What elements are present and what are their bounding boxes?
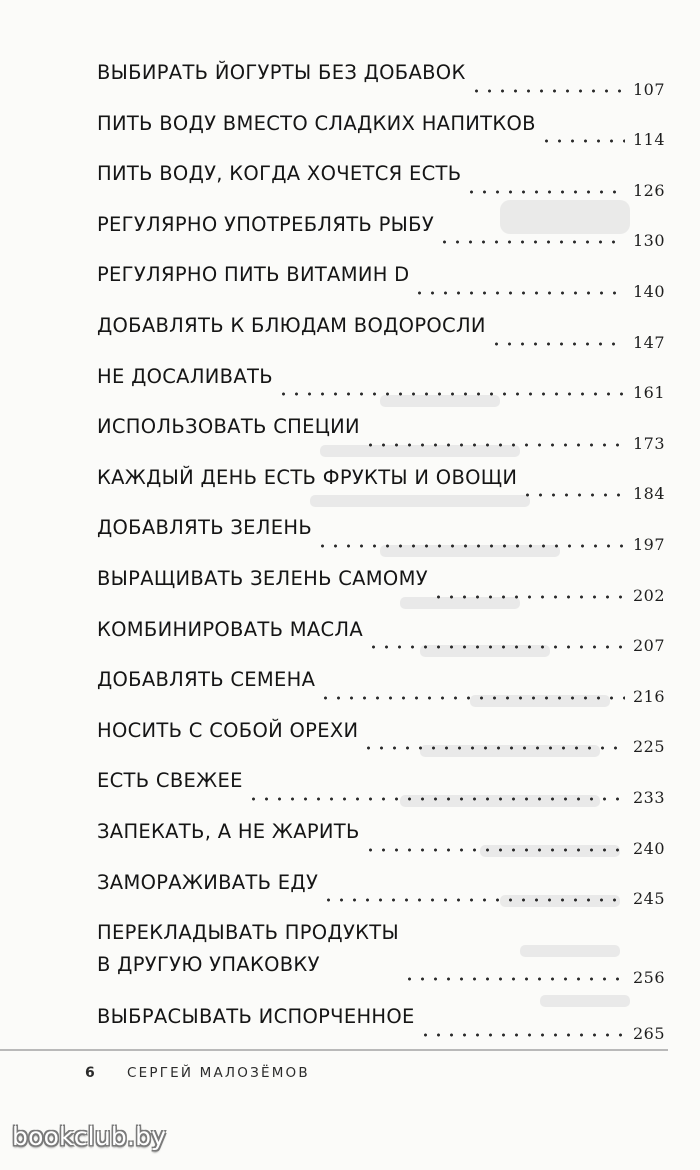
toc-entry-page-number: 202 (632, 585, 665, 605)
toc-entry-page-number: 240 (632, 838, 665, 858)
toc-entry (97, 360, 665, 411)
dot-leader (362, 746, 625, 750)
dot-leader (367, 645, 625, 649)
toc-entry-page-number: 184 (632, 484, 665, 504)
dot-leader (521, 493, 625, 497)
toc-entry-title: ПЕРЕКЛАДЫВАТЬ ПРОДУКТЫ В ДРУГУЮ УПАКОВКУ (97, 916, 399, 981)
toc-entry (97, 1000, 665, 1051)
toc-entry-title: ИСПОЛЬЗОВАТЬ СПЕЦИИ (97, 410, 360, 443)
toc-entry (97, 107, 665, 158)
toc-entry (97, 511, 665, 562)
page-footer (85, 1065, 310, 1081)
toc-entry-page-number: 197 (632, 534, 665, 554)
toc-entry-title: КАЖДЫЙ ДЕНЬ ЕСТЬ ФРУКТЫ И ОВОЩИ (97, 461, 517, 494)
toc-entry-page-number: 147 (632, 332, 665, 352)
toc-entry-title: КОМБИНИРОВАТЬ МАСЛА (97, 613, 363, 646)
dot-leader (364, 848, 625, 852)
table-of-contents (97, 56, 665, 1051)
toc-entry-title: ЗАПЕКАТЬ, А НЕ ЖАРИТЬ (97, 815, 360, 848)
toc-entry-page-number: 233 (632, 787, 665, 807)
toc-entry-page-number: 140 (632, 281, 665, 301)
toc-entry (97, 157, 665, 208)
toc-entry (97, 208, 665, 259)
dot-leader (465, 190, 625, 194)
toc-entry (97, 916, 665, 1000)
toc-entry-page-number: 173 (632, 433, 665, 453)
toc-entry-page-number: 107 (632, 79, 665, 99)
dot-leader (403, 977, 625, 981)
toc-entry (97, 764, 665, 815)
toc-entry-title: ВЫРАЩИВАТЬ ЗЕЛЕНЬ САМОМУ (97, 562, 428, 595)
page-number: 6 (85, 1065, 95, 1081)
toc-entry-page-number: 207 (632, 636, 665, 656)
toc-entry (97, 714, 665, 765)
toc-entry (97, 410, 665, 461)
toc-entry-page-number: 130 (632, 231, 665, 251)
site-watermark: bookclub.by (12, 1122, 167, 1151)
dot-leader (322, 898, 625, 902)
dot-leader (432, 595, 625, 599)
toc-entry (97, 56, 665, 107)
toc-entry (97, 258, 665, 309)
dot-leader (364, 443, 625, 447)
dot-leader (277, 392, 625, 396)
toc-entry-page-number: 265 (632, 1023, 665, 1043)
toc-entry (97, 815, 665, 866)
toc-entry-page-number: 245 (632, 889, 665, 909)
toc-entry-title: ВЫБРАСЫВАТЬ ИСПОРЧЕННОЕ (97, 1000, 415, 1033)
toc-entry-title: РЕГУЛЯРНО ПИТЬ ВИТАМИН D (97, 258, 409, 291)
dot-leader (319, 696, 625, 700)
toc-entry-title: ДОБАВЛЯТЬ ЗЕЛЕНЬ (97, 511, 312, 544)
toc-entry-title: НОСИТЬ С СОБОЙ ОРЕХИ (97, 714, 358, 747)
toc-entry-title: РЕГУЛЯРНО УПОТРЕБЛЯТЬ РЫБУ (97, 208, 434, 241)
dot-leader (247, 797, 625, 801)
toc-entry-title: ПИТЬ ВОДУ, КОГДА ХОЧЕТСЯ ЕСТЬ (97, 157, 461, 190)
toc-entry-page-number: 256 (632, 968, 665, 988)
dot-leader (540, 139, 625, 143)
toc-entry-page-number: 114 (632, 130, 665, 150)
toc-entry-page-number: 216 (632, 686, 665, 706)
dot-leader (470, 89, 625, 93)
toc-entry (97, 309, 665, 360)
toc-entry-title: ДОБАВЛЯТЬ К БЛЮДАМ ВОДОРОСЛИ (97, 309, 486, 342)
toc-entry (97, 562, 665, 613)
running-head-author: СЕРГЕЙ МАЛОЗЁМОВ (127, 1065, 310, 1081)
toc-entry-page-number: 225 (632, 737, 665, 757)
toc-entry-page-number: 126 (632, 180, 665, 200)
toc-entry-title: ЗАМОРАЖИВАТЬ ЕДУ (97, 866, 318, 899)
toc-entry-title: ЕСТЬ СВЕЖЕЕ (97, 764, 243, 797)
toc-entry-title: НЕ ДОСАЛИВАТЬ (97, 360, 273, 393)
toc-entry (97, 613, 665, 664)
dot-leader (438, 240, 625, 244)
toc-entry-title: ПИТЬ ВОДУ ВМЕСТО СЛАДКИХ НАПИТКОВ (97, 107, 536, 140)
toc-entry (97, 461, 665, 512)
dot-leader (490, 342, 625, 346)
toc-entry-page-number: 161 (632, 383, 665, 403)
toc-entry (97, 866, 665, 917)
toc-entry (97, 663, 665, 714)
footer-rule (0, 1049, 668, 1051)
dot-leader (413, 291, 624, 295)
toc-entry-title: ДОБАВЛЯТЬ СЕМЕНА (97, 663, 315, 696)
dot-leader (316, 544, 625, 548)
dot-leader (419, 1033, 625, 1037)
toc-entry-title: ВЫБИРАТЬ ЙОГУРТЫ БЕЗ ДОБАВОК (97, 56, 466, 89)
